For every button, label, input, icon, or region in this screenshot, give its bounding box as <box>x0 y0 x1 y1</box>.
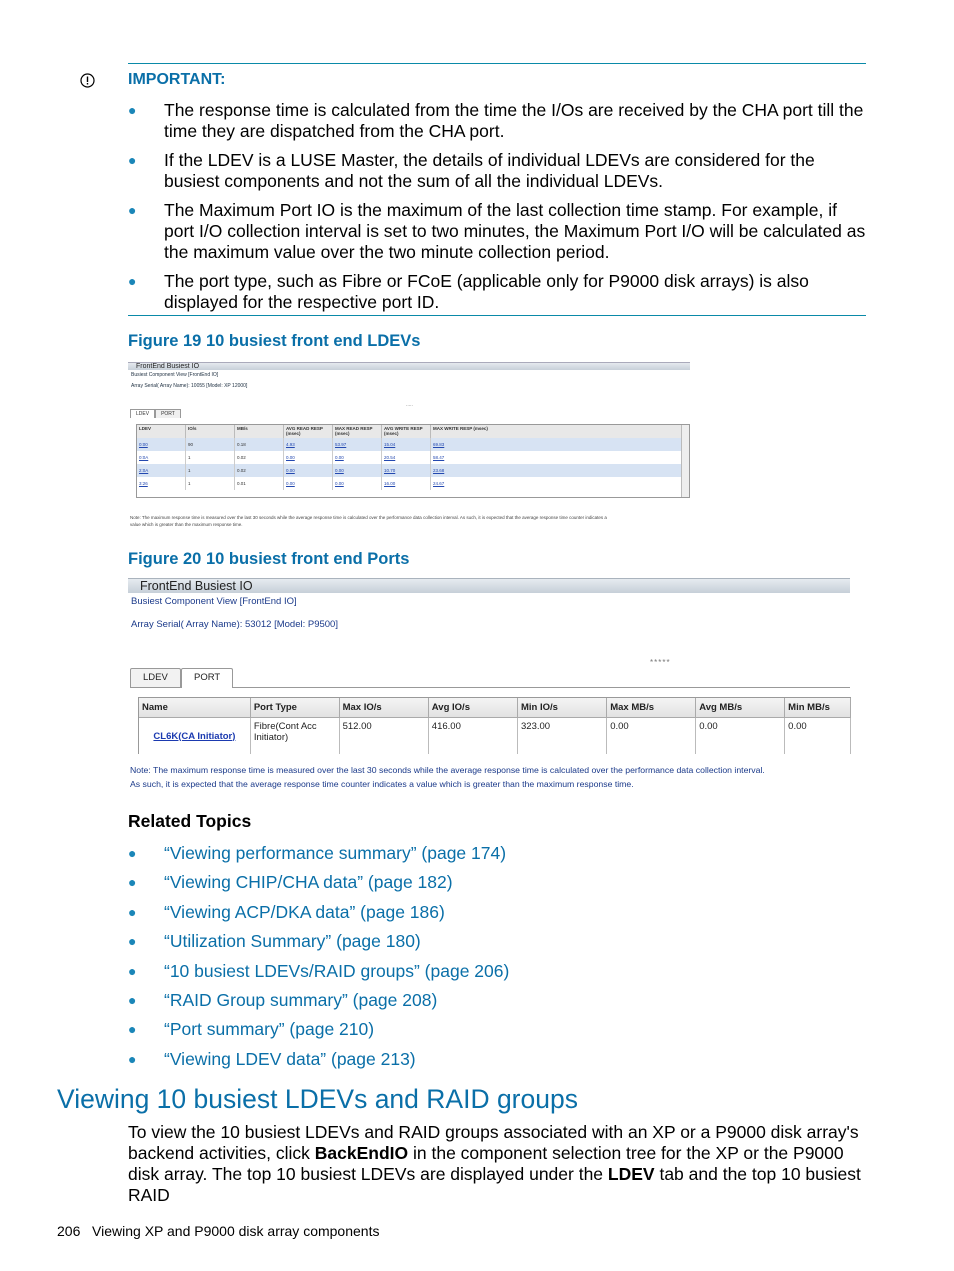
related-topics-list <box>128 843 509 1078</box>
column-header[interactable]: Avg MB/s <box>696 698 785 718</box>
figure-20-caption: Figure 20 10 busiest front end Ports <box>128 550 410 568</box>
related-link[interactable]: ● “Port summary” (page 210) <box>128 1019 375 1040</box>
value-link[interactable]: 0.00 <box>335 455 344 460</box>
related-link[interactable]: ● “Utilization Summary” (page 180) <box>128 931 421 952</box>
list-item: ● If the LDEV is a LUSE Master, the details of individual LDEVs are considered for the busiest components and not the sum of all the individual LDEVs. <box>128 150 815 191</box>
max-ios-cell: 512.00 <box>339 718 428 755</box>
column-header[interactable]: Max IO/s <box>339 698 428 718</box>
value-link[interactable]: 0.00 <box>286 455 295 460</box>
column-header[interactable]: AVG WRITE RESP (msec) <box>382 425 431 438</box>
tab-port[interactable]: PORT <box>181 668 233 688</box>
related-link[interactable]: ● “Viewing performance summary” (page 174) <box>128 843 507 863</box>
column-header[interactable]: Min MB/s <box>785 698 851 718</box>
loading-dots: ***** <box>650 658 671 667</box>
column-header[interactable]: Min IO/s <box>518 698 607 718</box>
figure-19-screenshot <box>128 362 690 532</box>
ldev-table <box>136 424 690 498</box>
important-title: IMPORTANT: <box>128 71 226 88</box>
figure-19-caption: Figure 19 10 busiest front end LDEVs <box>128 332 421 350</box>
top-rule <box>128 63 866 64</box>
port-table <box>138 697 851 754</box>
value-link[interactable]: 23.68 <box>433 468 445 473</box>
column-header[interactable]: MAX READ RESP (msec) <box>333 425 382 438</box>
figure-20-note: Note: The maximum response time is measured over the last 30 seconds while the average response time is calculated over the performance data collection interval. As such, it is expected that the average response time counter indicates a value which is greater than the maximum response time. <box>130 765 765 789</box>
column-header[interactable]: Avg IO/s <box>428 698 517 718</box>
table-row[interactable] <box>139 718 851 755</box>
tab-port[interactable]: PORT <box>155 409 181 418</box>
table-row[interactable]: 0:0A 1 0.02 0.00 0.00 20.54 58.47 <box>137 451 683 464</box>
value-link[interactable]: 15.04 <box>384 442 396 447</box>
port-name-link[interactable]: CL6K(CA Initiator) <box>153 730 236 742</box>
value-link[interactable]: 4.93 <box>286 442 295 447</box>
related-topics-heading: Related Topics <box>128 811 252 831</box>
value-link[interactable]: 0.00 <box>335 468 344 473</box>
value-link[interactable]: 69.83 <box>433 442 445 447</box>
avg-ios-cell: 416.00 <box>428 718 517 755</box>
value-link[interactable]: 24.67 <box>433 481 445 486</box>
tab-ldev[interactable]: LDEV <box>130 409 155 418</box>
value-link[interactable]: 53.97 <box>335 442 347 447</box>
port-type-cell: Fibre(Cont Acc Initiator) <box>250 718 339 755</box>
vertical-scrollbar[interactable] <box>681 425 689 497</box>
ldev-link[interactable]: 0:0A <box>139 455 149 460</box>
important-icon <box>80 73 95 88</box>
table-row[interactable]: 0:00 90 0.18 4.93 53.97 15.04 69.83 <box>137 438 683 451</box>
min-mbs-cell: 0.00 <box>785 718 851 755</box>
related-link[interactable]: ● “RAID Group summary” (page 208) <box>128 989 438 1010</box>
bottom-rule <box>128 315 866 316</box>
related-link[interactable]: ● “10 busiest LDEVs/RAID groups” (page 206) <box>128 960 510 981</box>
page-number: 206 <box>57 1223 81 1239</box>
column-header[interactable]: AVG READ RESP (msec) <box>284 425 333 438</box>
column-header[interactable]: Port Type <box>250 698 339 718</box>
view-subtitle: Busiest Component View [FrontEnd IO] <box>131 372 219 378</box>
section-paragraph: To view the 10 busiest LDEVs and RAID groups associated with an XP or a P9000 disk array's backend activities, click BackEndIO in the component selection tree for the XP or the P9000 disk array. The top 10 busiest LDEVs are displayed under the LDEV tab and the top 10 busiest RAID <box>128 1122 861 1205</box>
page-footer <box>57 1223 379 1239</box>
ldev-link[interactable]: 2:0A <box>139 468 149 473</box>
value-link[interactable]: 0.00 <box>286 481 295 486</box>
column-header[interactable]: Max MB/s <box>607 698 696 718</box>
section-heading: Viewing 10 busiest LDEVs and RAID groups <box>57 1084 578 1114</box>
related-link[interactable]: ● “Viewing ACP/DKA data” (page 186) <box>128 901 445 922</box>
value-link[interactable]: 0.00 <box>286 468 295 473</box>
figure-19-note: Note: The maximum response time is measured over the last 30 seconds while the average response time is calculated over the performance data collection interval. As such, it is expected that the average response time counter indicates a value which is greater than the maximum response time. <box>130 515 607 527</box>
related-link[interactable]: ● “Viewing CHIP/CHA data” (page 182) <box>128 872 453 893</box>
table-row[interactable]: 2:0A 1 0.02 0.00 0.00 10.70 23.68 <box>137 464 683 477</box>
avg-mbs-cell: 0.00 <box>696 718 785 755</box>
column-header[interactable]: MB/s <box>235 425 284 438</box>
tab-bar <box>130 668 850 688</box>
important-list <box>128 100 868 321</box>
window-title: FrontEnd Busiest IO <box>128 578 850 593</box>
value-link[interactable]: 20.54 <box>384 455 396 460</box>
list-item: ● The response time is calculated from the time the I/Os are received by the CHA port till the time they are dispatched from the CHA port. <box>128 100 864 141</box>
column-header[interactable]: IO/s <box>186 425 235 438</box>
view-subtitle: Busiest Component View [FrontEnd IO] <box>131 596 297 607</box>
list-item: ● The port type, such as Fibre or FCoE (applicable only for P9000 disk arrays) is also displayed for the respective port ID. <box>128 271 809 312</box>
window-title: FrontEnd Busiest IO <box>128 362 690 370</box>
ldev-link[interactable]: 3:26 <box>139 481 148 486</box>
column-header[interactable]: LDEV <box>137 425 186 438</box>
column-header[interactable]: Name <box>139 698 250 718</box>
value-link[interactable]: 58.47 <box>433 455 445 460</box>
tab-bar <box>130 409 181 418</box>
tab-ldev[interactable]: LDEV <box>130 668 181 687</box>
related-link[interactable]: ● “Viewing LDEV data” (page 213) <box>128 1048 416 1069</box>
value-link[interactable]: 10.70 <box>384 468 396 473</box>
value-link[interactable]: 16.00 <box>384 481 396 486</box>
ldev-link[interactable]: 0:00 <box>139 442 148 447</box>
list-item: ● The Maximum Port IO is the maximum of the last collection time stamp. For example, if port I/O collection interval is set to two minutes, the Maximum Port I/O will be calculated as the maximum value over the two minute collection period. <box>128 200 866 262</box>
array-subtitle: Array Serial( Array Name): 53012 [Model: P9500] <box>131 619 338 630</box>
array-subtitle: Array Serial( Array Name): 10055 [Model: XP 12000] <box>131 383 248 389</box>
min-ios-cell: 323.00 <box>518 718 607 755</box>
value-link[interactable]: 0.00 <box>335 481 344 486</box>
table-row[interactable]: 3:26 1 0.01 0.00 0.00 16.00 24.67 <box>137 477 683 490</box>
figure-20-screenshot <box>128 578 850 798</box>
max-mbs-cell: 0.00 <box>607 718 696 755</box>
footer-text: Viewing XP and P9000 disk array components <box>92 1223 380 1239</box>
loading-dots: ..... <box>406 402 413 408</box>
column-header[interactable]: MAX WRITE RESP (msec) <box>431 425 683 438</box>
